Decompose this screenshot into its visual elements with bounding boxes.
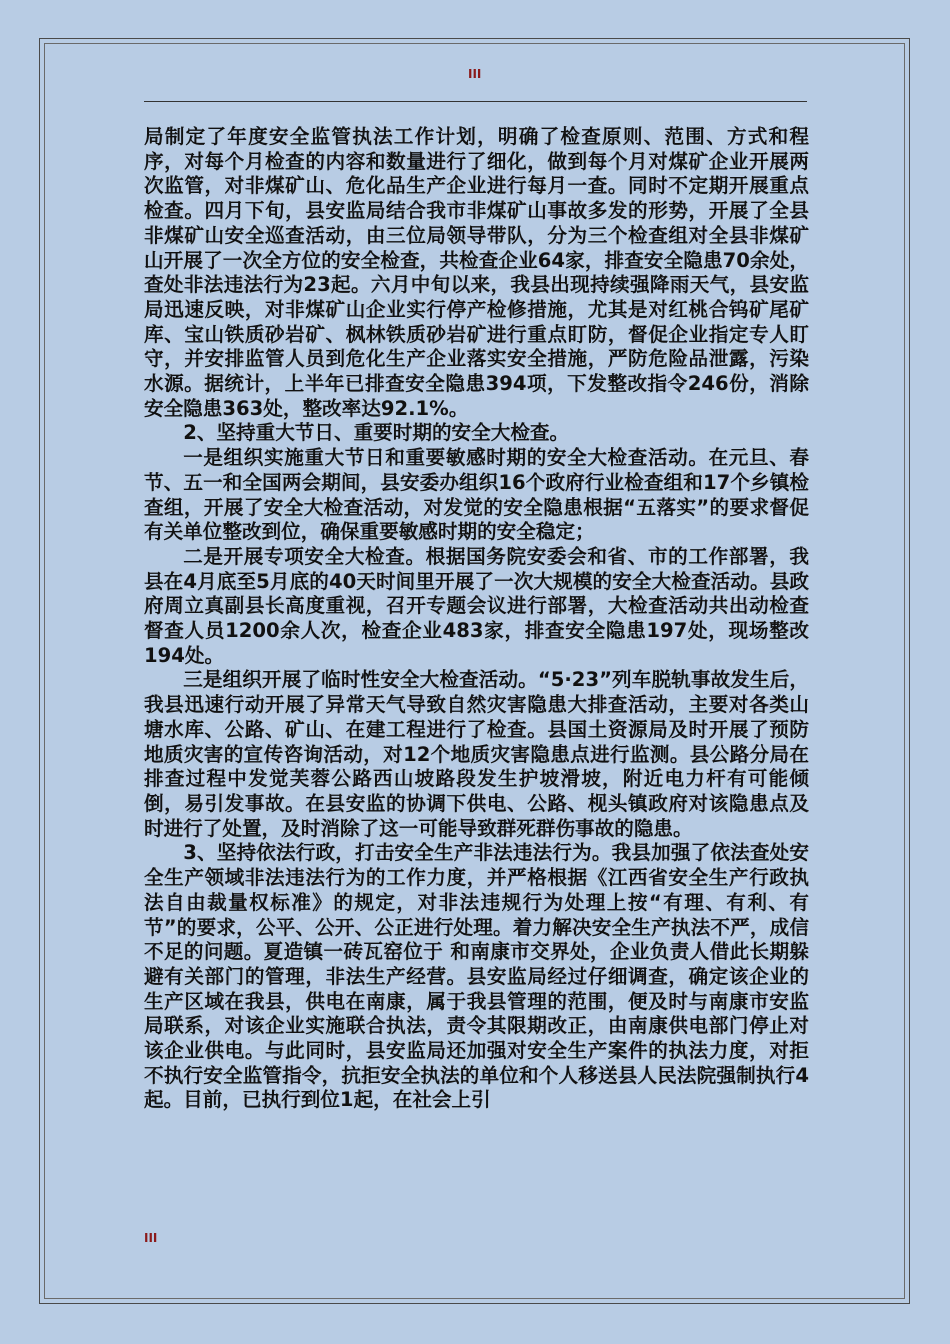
header-rule bbox=[144, 101, 807, 102]
paragraph-law-enforcement: 3、坚持依法行政，打击安全生产非法违法行为。我县加强了依法查处安全生产领域非法违法行为的工作力度，并严格根据《江西省安全生产行政执法自由裁量权标准》的规定，对非法违规行为处理上按“有理、有利、有节”的要求，公平、公开、公正进行处理。着力解决安全生产执法不严，成信不足的问题。夏造镇一砖瓦窑位于 和南康市交界处，企业负责人借此长期躲避有关部门的管理，非法生产经营。县安监局经过仔细调查，确定该企业的生产区域在我县，供电在南康，属于我县管理的范围，便及时与南康市安监局联系，对该企业实施联合执法，责令其限期改正，由南康供电部门停止对该企业供电。与此同时，县安监局还加强对安全生产案件的执法力度，对拒不执行安全监管指令，抗拒安全执法的单位和个人移送县人民法院强制执行4起。目前，已执行到位1起，在社会上引 bbox=[144, 841, 809, 1112]
section-heading-holiday-inspection: 2、坚持重大节日、重要时期的安全大检查。 bbox=[183, 421, 570, 445]
paragraph-inspection-plan: 局制定了年度安全监管执法工作计划，明确了检查原则、范围、方式和程序，对每个月检查的内容和数量进行了细化，做到每个月对煤矿企业开展两次监管，对非煤矿山、危化品生产企业进行每月一查。同时不定期开展重点检查。四月下旬，县安监局结合我市非煤矿山事故多发的形势，开展了全县非煤矿山安全巡查活动，由三位局领导带队，分为三个检查组对全县非煤矿山开展了一次全方位的安全检查，共检查企业64家，排查安全隐患70余处，查处非法违法行为23起。六月中旬以来，我县出现持续强降雨天气，县安监局迅速反映，对非煤矿山企业实行停产检修措施，尤其是对红桃合钨矿尾矿库、宝山铁质砂岩矿、枫林铁质砂岩矿进行重点盯防，督促企业指定专人盯守，并安排监管人员到危化生产企业落实安全措施，严防危险品泄露，污染水源。据统计，上半年已排查安全隐患394项，下发整改指令246份，消除安全隐患363处，整改率达92.1%。 bbox=[144, 125, 809, 420]
footer-mark: III bbox=[144, 1231, 158, 1245]
paragraph-temporary-inspection: 三是组织开展了临时性安全大检查活动。“5·23”列车脱轨事故发生后，我县迅速行动开展了异常天气导致自然灾害隐患大排查活动，主要对各类山塘水库、公路、矿山、在建工程进行了检查。县国土资源局及时开展了预防地质灾害的宣传咨询活动，对12个地质灾害隐患点进行监测。县公路分局在排查过程中发觉芙蓉公路西山坡路段发生护坡滑坡，附近电力杆有可能倾倒，易引发事故。在县安监的协调下供电、公路、枧头镇政府对该隐患点及时进行了处置，及时消除了这一可能导致群死群伤事故的隐患。 bbox=[144, 668, 809, 840]
document-body bbox=[144, 125, 809, 1113]
paragraph-special-inspection: 二是开展专项安全大检查。根据国务院安委会和省、市的工作部署，我县在4月底至5月底的40天时间里开展了一次大规模的安全大检查活动。县政府周立真副县长高度重视，召开专题会议进行部署，大检查活动共出动检查督查人员1200余人次，检查企业483家，排查安全隐患197处，现场整改194处。 bbox=[144, 544, 809, 667]
header-mark: III bbox=[468, 67, 482, 81]
paragraph-holiday-inspection: 一是组织实施重大节日和重要敏感时期的安全大检查活动。在元旦、春节、五一和全国两会期间，县安委办组织16个政府行业检查组和17个乡镇检查组，开展了安全大检查活动，对发觉的安全隐患根据“五落实”的要求督促有关单位整改到位，确保重要敏感时期的安全稳定； bbox=[144, 446, 809, 544]
